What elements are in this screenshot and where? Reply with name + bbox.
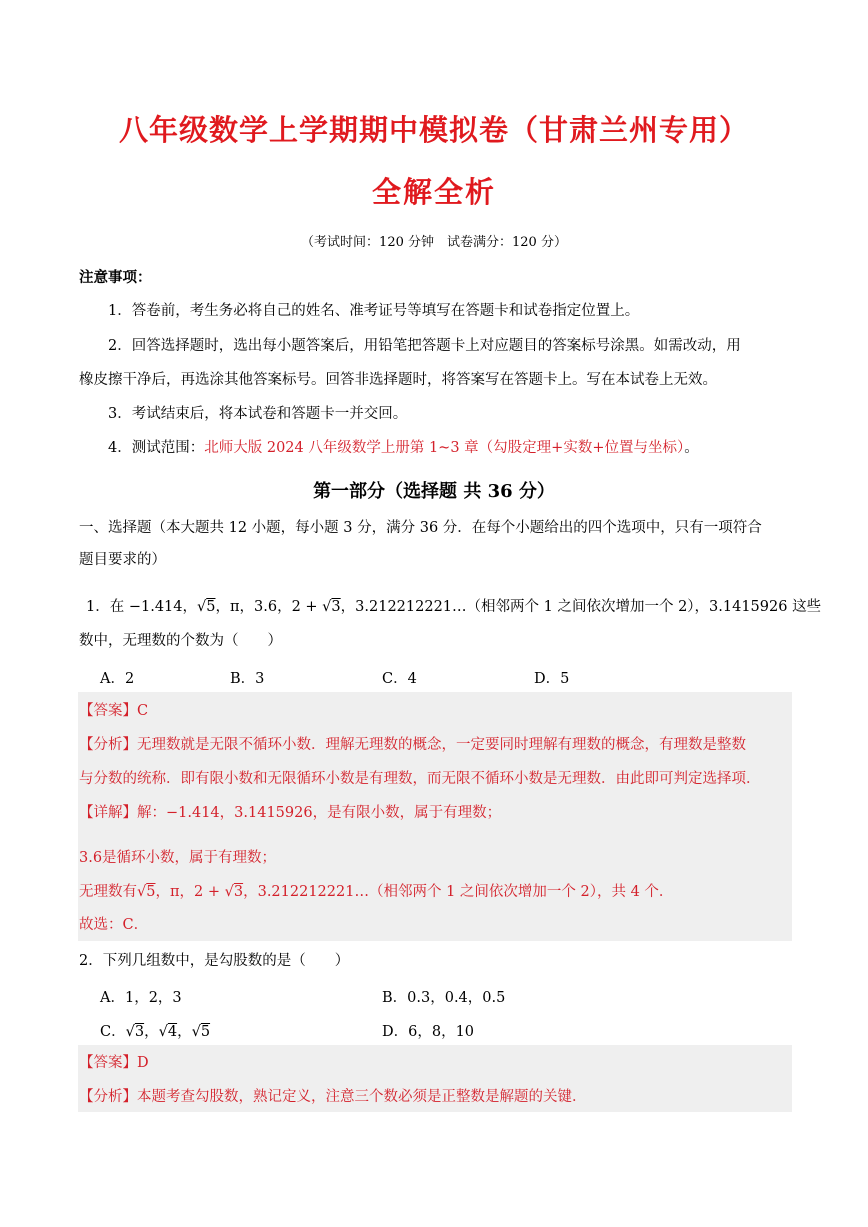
answer-value: C <box>137 703 149 719</box>
note-item-2b: 橡皮擦干净后，再选涂其他答案标号。回答非选择题时，将答案写在答题卡上。写在本试卷上无效。 <box>79 372 717 388</box>
q1-detail-3: 无理数有√5，π，2 + √3，3.212212221…（相邻两个 1 之间依次增加一个 2），共 4 个． <box>79 884 674 900</box>
page-title: 八年级数学上学期期中模拟卷（甘肃兰州专用） <box>118 113 749 147</box>
q1-option-c: C．4 <box>382 671 417 687</box>
q1-option-a: A．2 <box>100 671 135 687</box>
q2-option-c: C．√3，√4，√5 <box>100 1024 211 1040</box>
detail-sqrt5: 5 <box>146 884 156 900</box>
note-item-1: 1．答卷前，考生务必将自己的姓名、准考证号等填写在答题卡和试卷指定位置上。 <box>108 303 640 319</box>
exam-info: （考试时间：120 分钟 试卷满分：120 分） <box>301 235 567 250</box>
detail-text: 无理数有 <box>79 884 137 900</box>
option-sqrt: 5 <box>200 1024 211 1040</box>
q1-stem-part: ，π，3.6，2 + <box>215 599 323 615</box>
note-item-4-suffix: 。 <box>684 440 699 456</box>
answer-value: D <box>137 1055 149 1071</box>
q1-stem-part: 1．在 −1.414， <box>86 599 197 615</box>
q1-detail-4: 故选：C． <box>79 917 149 933</box>
detail-text: ，3.212212221…（相邻两个 1 之间依次增加一个 2），共 4 个． <box>243 884 674 900</box>
note-item-2a: 2．回答选择题时，选出每小题答案后，用铅笔把答题卡上对应题目的答案标号涂黑。如需改动，用 <box>108 338 741 354</box>
q1-sqrt5: 5 <box>206 599 216 615</box>
answer-label: 【答案】 <box>79 703 137 719</box>
q1-detail-1 <box>79 803 501 823</box>
q2-option-b: B．0.3，0.4，0.5 <box>382 990 506 1006</box>
note-item-3: 3．考试结束后，将本试卷和答题卡一并交回。 <box>108 406 408 422</box>
page-subtitle-heading: 全解全析 <box>371 175 496 209</box>
option-sqrt: 3 <box>134 1024 145 1040</box>
part-intro-b: 题目要求的） <box>79 552 166 568</box>
q2-stem: 2．下列几组数中，是勾股数的是（ ） <box>79 953 350 969</box>
detail-label: 【详解】 <box>79 805 137 821</box>
notes-heading: 注意事项： <box>79 269 152 286</box>
analysis-label: 【分析】 <box>79 1089 137 1105</box>
analysis-label: 【分析】 <box>79 737 137 753</box>
section-title: 第一部分（选择题 共 36 分） <box>313 481 555 502</box>
q1-sqrt3: 3 <box>331 599 341 615</box>
q1-option-b: B．3 <box>230 671 265 687</box>
q1-stem-line1: 1．在 −1.414，√5，π，3.6，2 + √3，3.212212221…（相邻两个 1 之间依次增加一个 2），3.1415926 这些 <box>86 599 822 615</box>
q2-option-a: A．1，2，3 <box>100 990 182 1006</box>
q1-option-d: D．5 <box>534 671 570 687</box>
note-item-4 <box>108 438 699 458</box>
q2-option-d: D．6，8，10 <box>382 1024 475 1040</box>
q1-stem-part: ，3.212212221…（相邻两个 1 之间依次增加一个 2），3.1415926 这些 <box>340 599 822 615</box>
q1-detail-2: 3.6是循环小数，属于有理数； <box>79 850 277 866</box>
test-range: 北师大版 2024 八年级数学上册第 1~3 章（勾股定理+实数+位置与坐标） <box>204 440 685 456</box>
answer-label: 【答案】 <box>79 1055 137 1071</box>
analysis-text: 本题考查勾股数，熟记定义，注意三个数必须是正整数是解题的关键． <box>137 1089 587 1105</box>
option-prefix: C． <box>100 1024 126 1040</box>
note-item-4-prefix: 4．测试范围： <box>108 440 205 456</box>
part-intro-a: 一、选择题（本大题共 12 小题，每小题 3 分，满分 36 分．在每个小题给出的四个选项中，只有一项符合 <box>79 520 762 536</box>
q1-answer <box>79 701 148 721</box>
q1-stem-line2: 数中，无理数的个数为（ ） <box>79 633 282 649</box>
q2-analysis <box>79 1087 587 1107</box>
detail-text: 解：−1.414，3.1415926，是有限小数，属于有理数； <box>137 805 502 821</box>
q2-answer <box>79 1053 149 1073</box>
detail-sqrt3: 3 <box>233 884 244 900</box>
q1-analysis-a <box>79 735 746 755</box>
q1-analysis-b: 与分数的统称．即有限小数和无限循环小数是有理数，而无限不循环小数是无理数．由此即可判定选择项． <box>79 771 761 787</box>
option-sqrt: 4 <box>167 1024 178 1040</box>
analysis-text: 无理数就是无限不循环小数．理解无理数的概念，一定要同时理解有理数的概念，有理数是整数 <box>137 737 746 753</box>
detail-text: ，π，2 + <box>155 884 225 900</box>
